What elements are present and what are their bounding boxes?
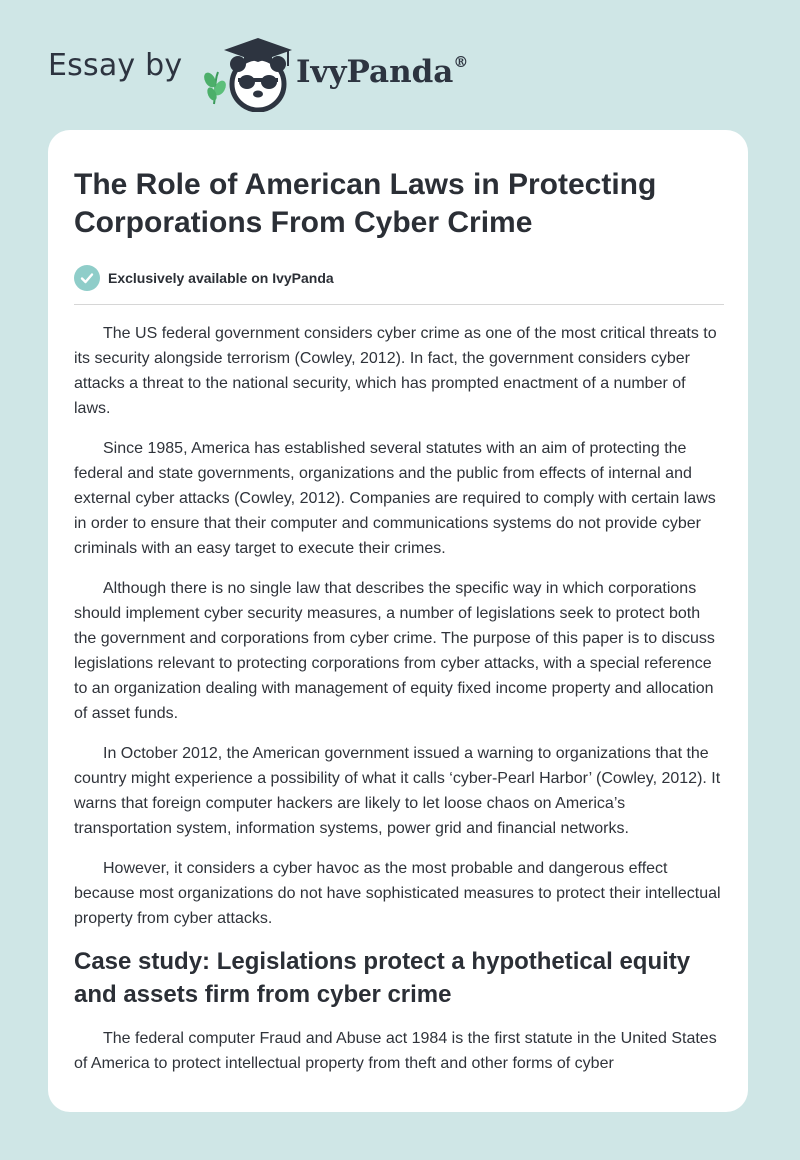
paragraph: Although there is no single law that describes the specific way in which corporations should implement cyber security measures, a number of legislations seek to protect both the government and corporations from cyber crime. The purpose of this paper is to discuss legislations relevant to protecting corporations from cyber attacks, with a special reference to an organization dealing with management of equity fixed income property and allocation of asset funds. bbox=[74, 580, 715, 722]
brand-label: IvyPanda bbox=[296, 54, 454, 90]
exclusive-label: Exclusively available on IvyPanda bbox=[108, 270, 334, 286]
paragraph: In October 2012, the American government issued a warning to organizations that the country might experience a possibility of what it calls ‘cyber-Pearl Harbor’ (Cowley, 2012). It warns that foreign computer hackers are likely to let loose chaos on America’s transportation system, information systems, power grid and financial networks. bbox=[74, 745, 721, 837]
exclusive-badge bbox=[74, 264, 724, 305]
registered-mark: ® bbox=[453, 52, 469, 71]
paragraph: Since 1985, America has established several statutes with an aim of protecting the federal and state governments, organizations and the public from effects of internal and external cyber attacks (Cowley, 2012). Companies are required to comply with certain laws in order to ensure that their computer and communications systems do not provide cyber criminals with an easy target to execute their crimes. bbox=[74, 440, 716, 557]
check-icon bbox=[74, 265, 100, 291]
page-title: The Role of American Laws in Protecting Corporations From Cyber Crime bbox=[74, 168, 657, 239]
paragraph: However, it considers a cyber havoc as the most probable and dangerous effect because most organizations do not have sophisticated measures to protect their intellectual property from cyber attacks. bbox=[74, 860, 721, 927]
paragraph: The US federal government considers cyber crime as one of the most critical threats to its security alongside terrorism (Cowley, 2012). In fact, the government considers cyber attacks a threat to the national security, which has prompted enactment of a number of laws. bbox=[74, 325, 717, 417]
site-header bbox=[0, 0, 800, 130]
essay-by-label: Essay by bbox=[48, 48, 183, 83]
essay-card bbox=[48, 130, 748, 1112]
leaf-icon bbox=[202, 71, 229, 104]
section-heading: Case study: Legislations protect a hypothetical equity and assets firm from cyber crime bbox=[74, 948, 691, 1008]
brand-name bbox=[296, 54, 468, 90]
paragraph: The federal computer Fraud and Abuse act 1984 is the first statute in the United States of America to protect intellectual property from theft and other forms of cyber bbox=[74, 1030, 717, 1072]
